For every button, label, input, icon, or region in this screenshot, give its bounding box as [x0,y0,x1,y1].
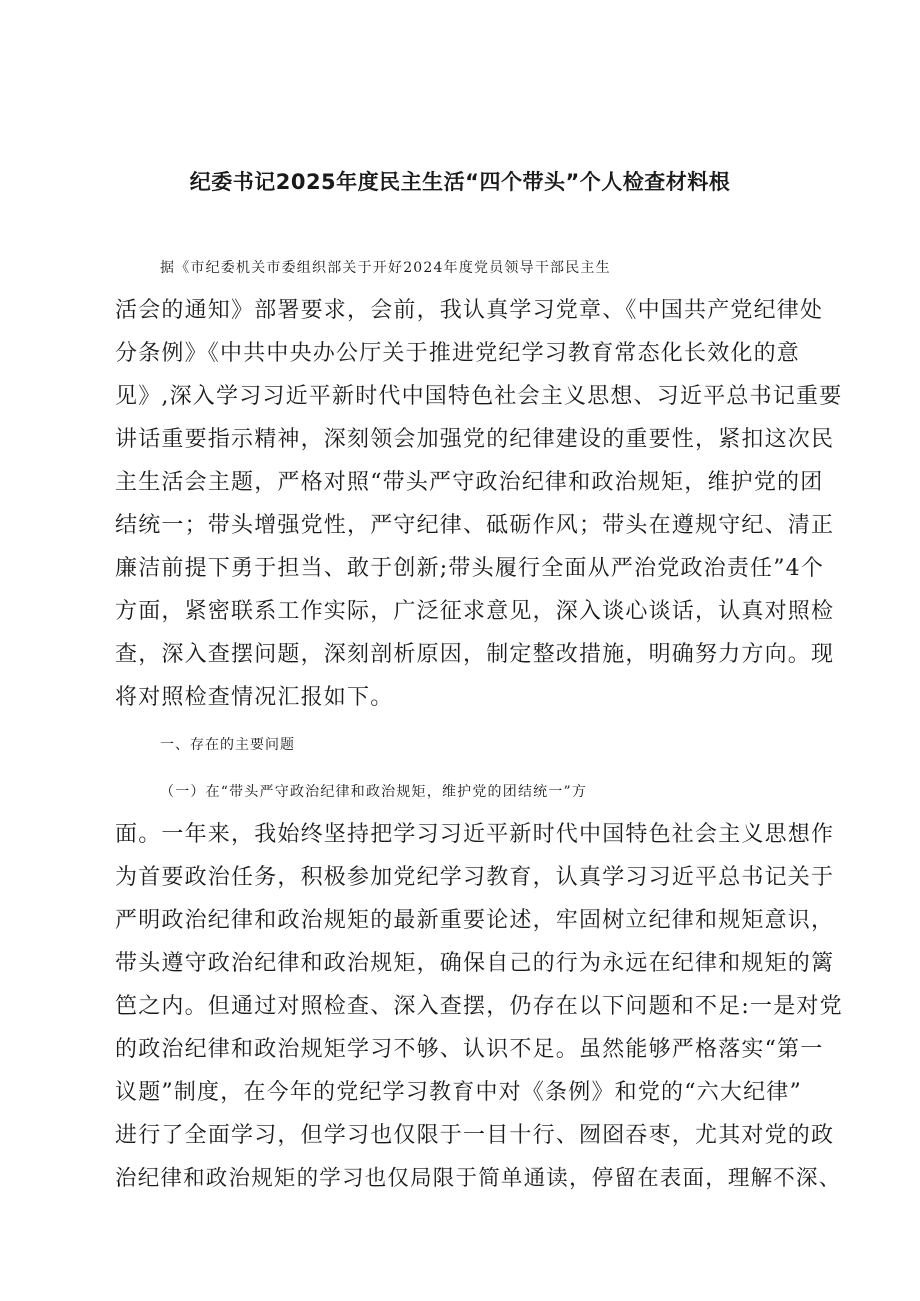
paragraph-line: 治纪律和政治规矩的学习也仅局限于简单通读，停留在表面，理解不深、 [115,1166,842,1191]
paragraph-line: 结统一；带头增强党性，严守纪律、砥砺作风；带头在遵规守纪、清正 [115,513,835,538]
paragraph-line: 带头遵守政治纪律和政治规矩，确保自己的行为永远在纪律和规矩的篱 [115,951,835,976]
paragraph-line: 主生活会主题，严格对照“带头严守政治纪律和政治规矩，维护党的团 [115,470,824,495]
paragraph-line: 查，深入查摆问题，深刻剖析原因，制定整改措施，明确努力方向。现 [115,642,835,667]
paragraph-line: 进行了全面学习，但学习也仅限于一目十行、囫囵吞枣，尤其对党的政 [115,1123,835,1148]
paragraph-line: 方面，紧密联系工作实际，广泛征求意见，深入谈心谈话，认真对照检 [115,599,835,624]
paragraph-line: 分条例》《中共中央办公厅关于推进党纪学习教育常态化长效化的意 [115,341,801,366]
paragraph-line: 见》,深入学习习近平新时代中国特色社会主义思想、习近平总书记重要 [115,384,843,409]
paragraph-line: 笆之内。但通过对照检查、深入查摆，仍存在以下问题和不足:一是对党 [115,994,843,1019]
paragraph-line: 据《市纪委机关市委组织部关于开好2024年度党员领导干部民主生 [160,260,611,276]
paragraph-line: （一）在“带头严守政治纪律和政治规矩，维护党的团结统一”方 [160,784,588,800]
paragraph-line: 讲话重要指示精神，深刻领会加强党的纪律建设的重要性，紧扣这次民 [115,427,835,452]
paragraph-line: 廉洁前提下勇于担当、敢于创新;带头履行全面从严治党政治责任”4个 [115,556,825,581]
paragraph-line: 面。一年来，我始终坚持把学习习近平新时代中国特色社会主义思想作 [115,822,835,847]
paragraph-line: 的政治纪律和政治规矩学习不够、认识不足。虽然能够严格落实“第一 [115,1037,824,1062]
document-title: 纪委书记2025年度民主生活“四个带头”个人检查材料根 [189,170,731,194]
section-heading: 一、存在的主要问题 [160,737,295,753]
paragraph-line: 活会的通知》部署要求，会前，我认真学习党章、《中国共产党纪律处 [115,298,824,323]
paragraph-line: 为首要政治任务，积极参加党纪学习教育，认真学习习近平总书记关于 [115,865,835,890]
paragraph-line: 议题”制度，在今年的党纪学习教育中对《条例》和党的“六大纪律” [115,1080,802,1105]
paragraph-line: 严明政治纪律和政治规矩的最新重要论述，牢固树立纪律和规矩意识， [115,908,835,933]
paragraph-line: 将对照检查情况汇报如下。 [115,685,394,710]
